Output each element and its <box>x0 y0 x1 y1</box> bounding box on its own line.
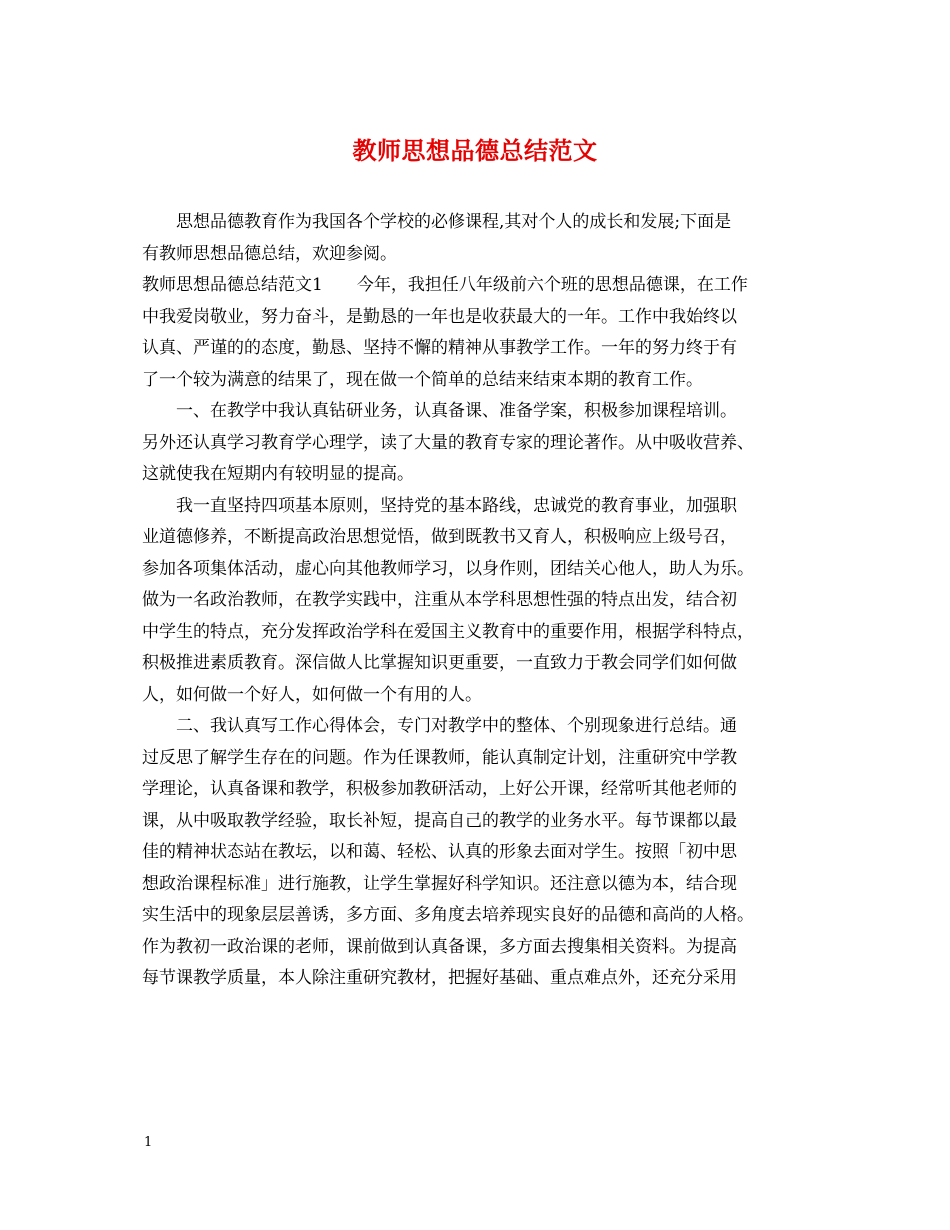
body-line: 一、在教学中我认真钻研业务，认真备课、准备学案，积极参加课程培训。 <box>142 401 737 421</box>
document-title: 教师思想品德总结范文 <box>352 136 598 165</box>
body-line: 学理论，认真备课和教学，积极参加教研活动，上好公开课，经常听其他老师的 <box>142 779 737 799</box>
body-line: 实生活中的现象层层善诱，多方面、多角度去培养现实良好的品德和高尚的人格。 <box>142 905 754 925</box>
body-line: 过反思了解学生存在的问题。作为任课教师，能认真制定计划，注重研究中学教 <box>142 747 737 768</box>
body-line: 思想品德教育作为我国各个学校的必修课程,其对个人的成长和发展;下面是 <box>142 212 732 232</box>
body-line: 这就使我在短期内有较明显的提高。 <box>142 464 414 484</box>
body-line: 课，从中吸取教学经验，取长补短，提高自己的教学的业务水平。每节课都以最 <box>142 810 737 831</box>
body-line: 佳的精神状态站在教坛，以和蔼、轻松、认真的形象去面对学生。按照「初中思 <box>142 842 737 862</box>
body-line: 参加各项集体活动，虚心向其他教师学习，以身作则，团结关心他人，助人为乐。 <box>142 558 754 579</box>
body-line: 我一直坚持四项基本原则，坚持党的基本路线，忠诚党的教育事业，加强职 <box>142 495 737 516</box>
body-line: 有教师思想品德总结，欢迎参阅。 <box>142 243 397 264</box>
body-line: 二、我认真写工作心得体会，专门对教学中的整体、个别现象进行总结。通 <box>142 716 737 736</box>
body-line: 人，如何做一个好人，如何做一个有用的人。 <box>142 684 482 705</box>
body-line: 认真、严谨的的态度，勤恳、坚持不懈的精神从事教学工作。一年的努力终于有 <box>142 338 737 358</box>
body-line: 积极推进素质教育。深信做人比掌握知识更重要，一直致力于教会同学们如何做 <box>142 653 737 673</box>
body-line: 教师思想品德总结范文1 今年，我担任八年级前六个班的思想品德课，在工作 <box>142 275 748 295</box>
body-line: 了一个较为满意的结果了，现在做一个简单的总结来结束本期的教育工作。 <box>142 369 703 390</box>
body-line: 中我爱岗敬业，努力奋斗，是勤恳的一年也是收获最大的一年。工作中我始终以 <box>142 306 737 327</box>
body-line: 作为教初一政治课的老师，课前做到认真备课，多方面去搜集相关资料。为提高 <box>142 936 737 957</box>
body-line: 做为一名政治教师，在教学实践中，注重从本学科思想性强的特点出发，结合初 <box>142 590 737 610</box>
body-line: 业道德修养，不断提高政治思想觉悟，做到既教书又育人，积极响应上级号召， <box>142 527 737 547</box>
body-line: 中学生的特点，充分发挥政治学科在爱国主义教育中的重要作用，根据学科特点， <box>142 621 754 642</box>
body-line: 想政治课程标准」进行施教，让学生掌握好科学知识。还注意以德为本，结合现 <box>142 873 737 894</box>
document-body <box>142 207 810 995</box>
body-line: 每节课教学质量，本人除注重研究教材，把握好基础、重点难点外，还充分采用 <box>142 968 737 988</box>
body-line: 另外还认真学习教育学心理学，读了大量的教育专家的理论著作。从中吸收营养、 <box>142 432 754 453</box>
page-number: 1 <box>144 1135 153 1150</box>
